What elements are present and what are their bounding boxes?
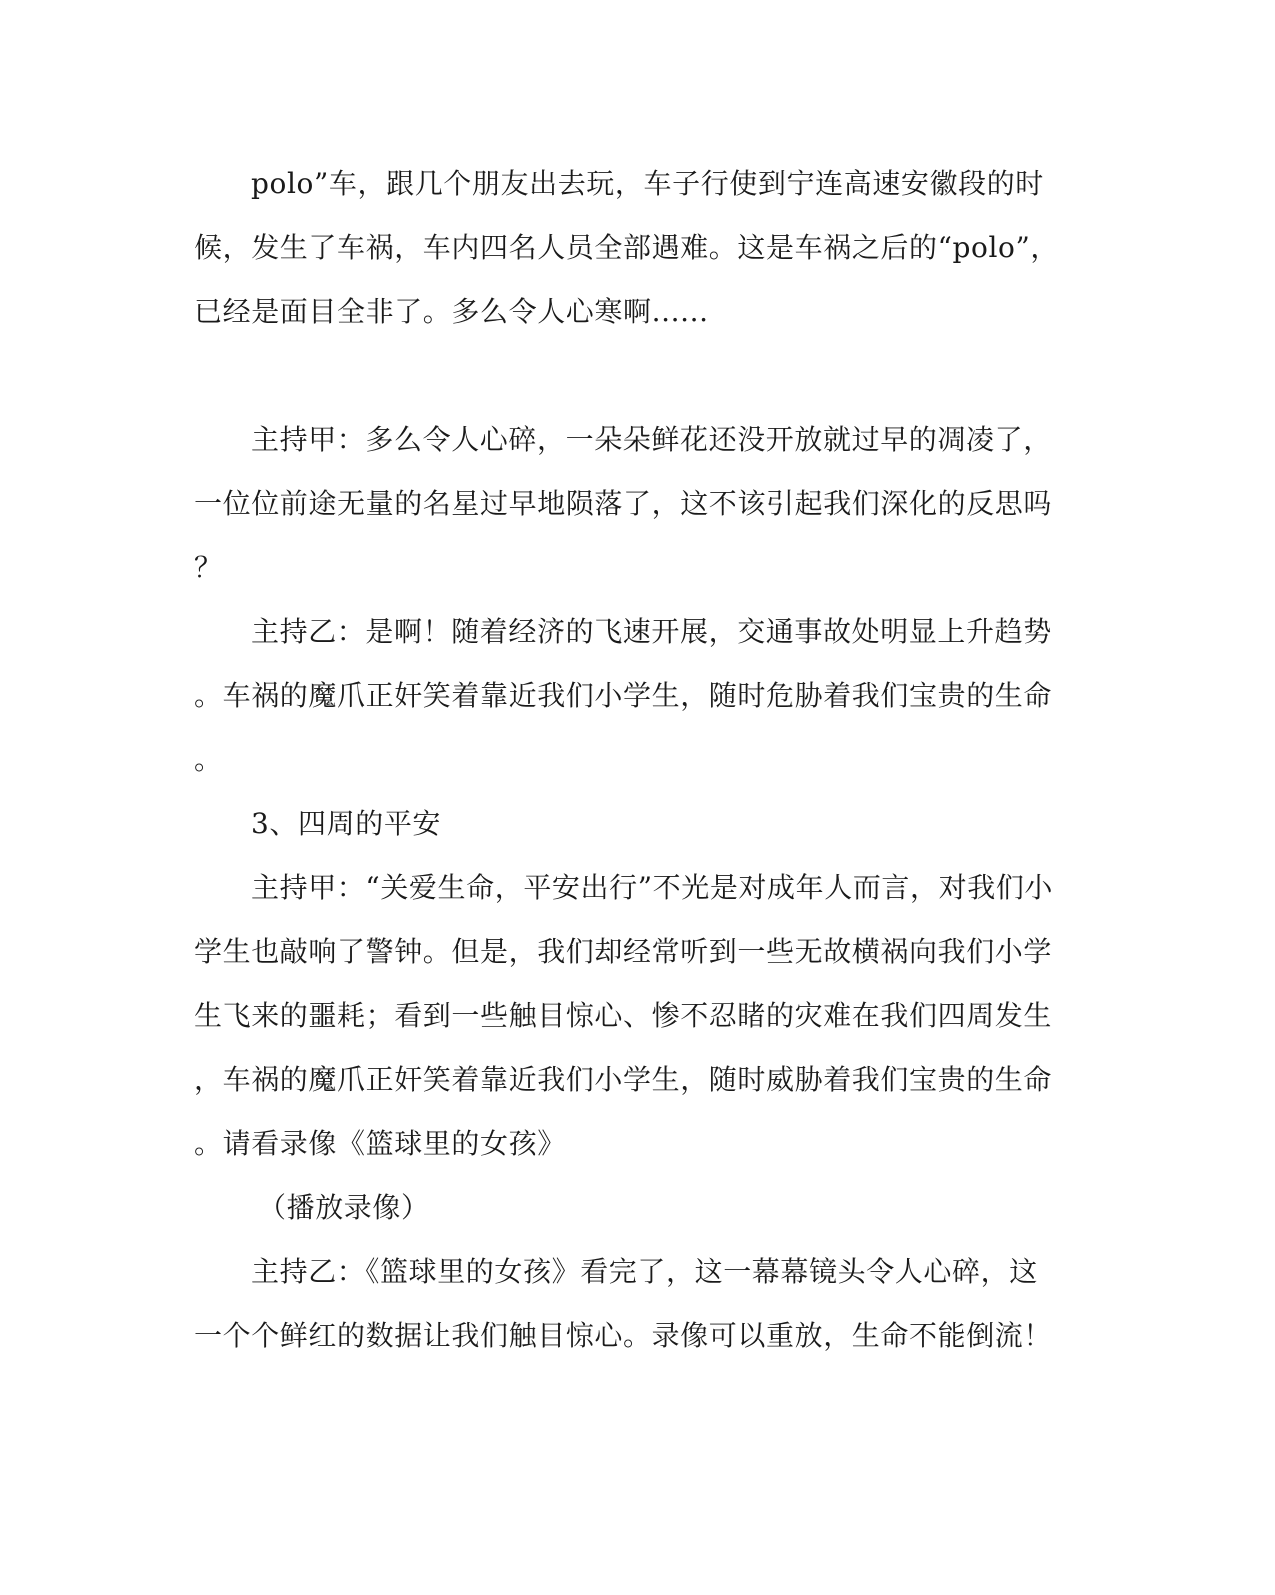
paragraph-line: 。车祸的魔爪正奸笑着靠近我们小学生，随时危胁着我们宝贵的生命	[194, 679, 1053, 712]
paragraph-line: 候，发生了车祸，车内四名人员全部遇难。这是车祸之后的“polo”，	[194, 231, 1060, 264]
paragraph-line: 主持乙：《篮球里的女孩》看完了，这一幕幕镜头令人心碎，这	[251, 1255, 1038, 1288]
paragraph-line: 一位位前途无量的名星过早地陨落了，这不该引起我们深化的反思吗	[194, 487, 1053, 520]
paragraph-line: 主持甲：多么令人心碎，一朵朵鲜花还没开放就过早的凋凌了，	[251, 423, 1052, 456]
paragraph-line: ？	[194, 551, 223, 584]
paragraph-line: 已经是面目全非了。多么令人心寒啊......	[194, 295, 709, 328]
section-heading: 3、四周的平安	[251, 807, 442, 840]
paragraph-line: ，车祸的魔爪正奸笑着靠近我们小学生，随时威胁着我们宝贵的生命	[194, 1063, 1053, 1096]
paragraph-line: 主持乙：是啊！随着经济的飞速开展，交通事故处明显上升趋势	[251, 615, 1052, 648]
paragraph-line: 。	[194, 743, 223, 776]
paragraph-line: 。请看录像《篮球里的女孩》	[194, 1127, 566, 1160]
stage-direction: （播放录像）	[258, 1191, 430, 1224]
paragraph-line: 一个个鲜红的数据让我们触目惊心。录像可以重放，生命不能倒流！	[194, 1319, 1053, 1352]
paragraph-line: 主持甲：“关爱生命，平安出行”不光是对成年人而言，对我们小	[251, 871, 1054, 904]
paragraph-line: 学生也敲响了警钟。但是，我们却经常听到一些无故横祸向我们小学	[194, 935, 1053, 968]
paragraph-line: 生飞来的噩耗；看到一些触目惊心、惨不忍睹的灾难在我们四周发生	[194, 999, 1053, 1032]
paragraph-line: polo”车，跟几个朋友出去玩，车子行使到宁连高速安徽段的时	[251, 167, 1044, 200]
